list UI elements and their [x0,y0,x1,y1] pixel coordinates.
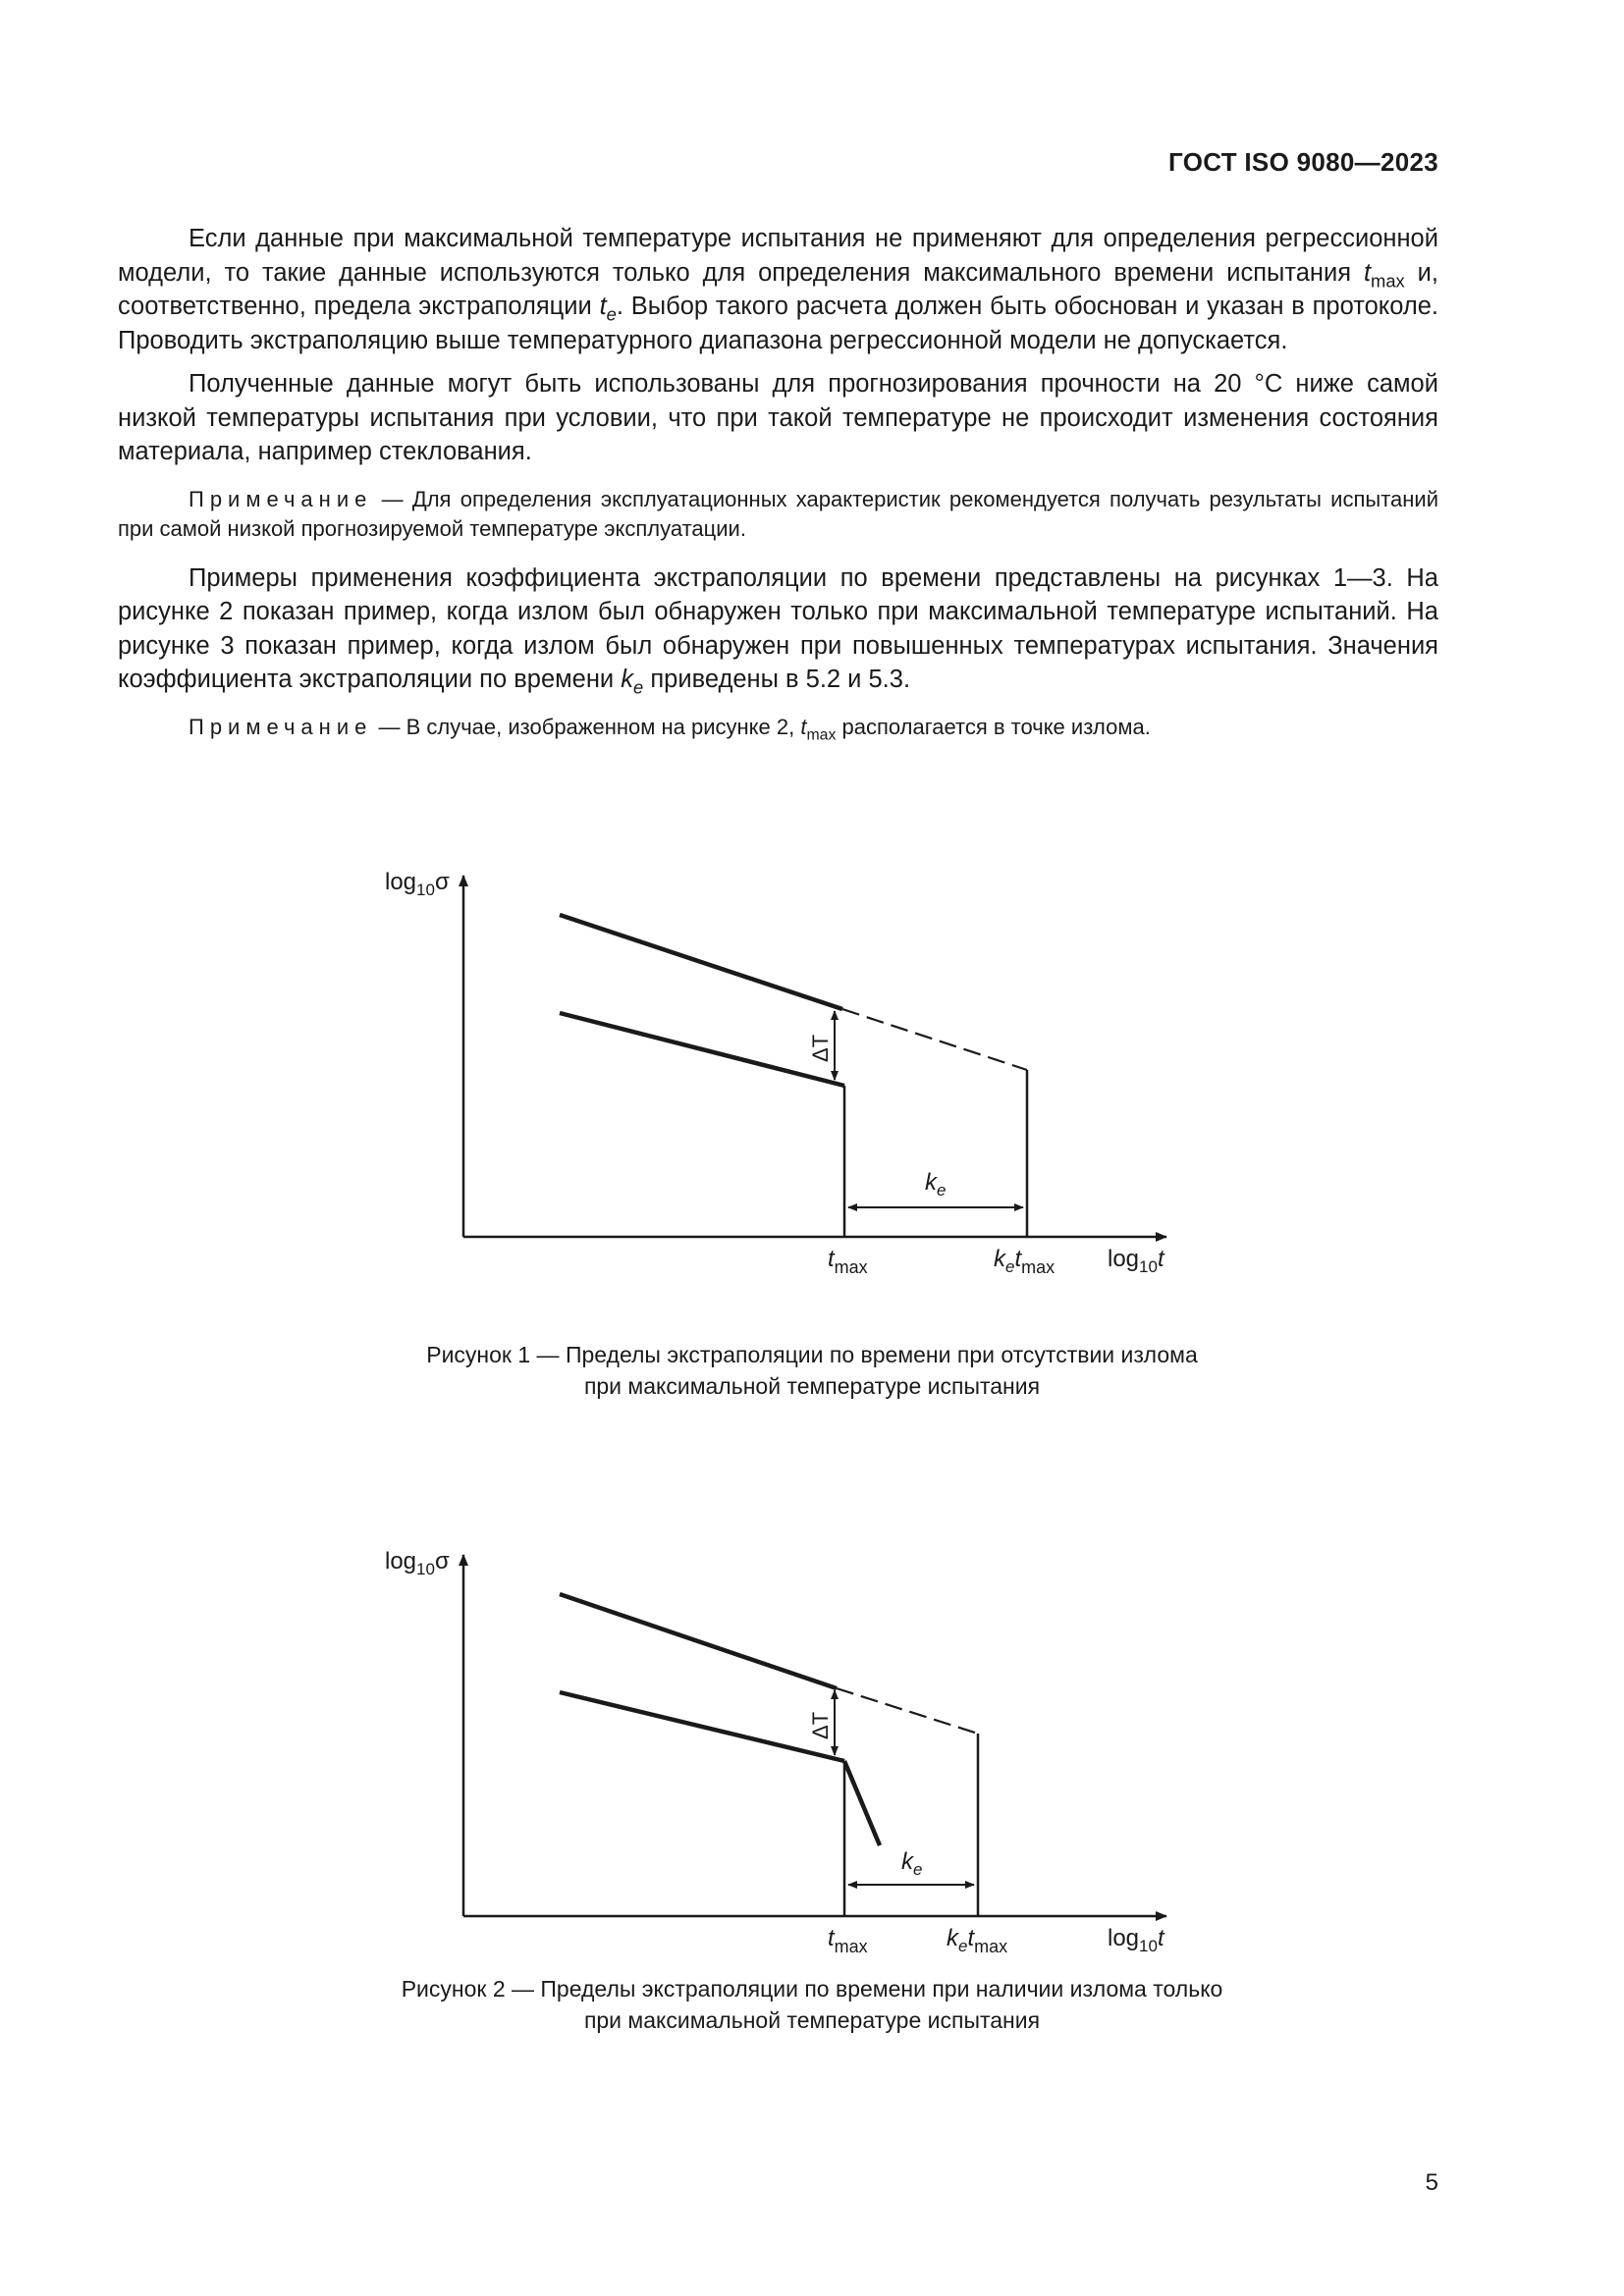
tmax-label: $t_{max}$ [828,1246,868,1277]
lower-regression-line [560,1013,844,1086]
figure-1 [0,854,1624,1399]
delta-t-label: ΔT [808,1711,833,1739]
y-axis-label: $\log_{10}\sigma$ [385,869,450,899]
ke-tmax-label: $k_et_{max}$ [994,1246,1056,1277]
paragraph-2: Полученные данные могут быть использованы для прогнозирования прочности на 20 °C ниже самой низкой температуры испытания при условии, что при такой температуре не происходит изменения состояния материала, например стеклования. [118,370,1438,465]
figure-2-caption: Рисунок 2 — Пределы экстраполяции по времени при наличии излома только при максимальной температуре испытания [401,1976,1223,2033]
document-header: ГОСТ ISO 9080—2023 [1168,147,1438,177]
figure-1-diagram [0,854,1624,1306]
x-axis-label: $\log_{10}t$ [1108,1246,1164,1276]
knee-line [844,1761,880,1845]
note-2: Примечание — В случае, изображенном на рисунке 2, $t_{max}$ располагается в точке излома. [189,714,1151,744]
page-number: 5 [1425,2169,1438,2196]
upper-extrapolation-dashed-line [842,1009,1027,1070]
figure-2 [0,1533,1624,2033]
y-axis-label: $\log_{10}\sigma$ [385,1548,450,1578]
paragraph-3: Примеры применения коэффициента экстраполяции по времени представлены на рисунках 1—3. На рисунке 2 показан пример, когда излом был обнаружен только при максимальной температуре испытаний. На рисунке 3 показан пример, когда излом был обнаружен при повышенных температурах испытания. Значения коэффициента экстраполяции по времени $k_e$ приведены в 5.2 и 5.3. [118,563,1438,698]
note-1: Примечание — Для определения эксплуатационных характеристик рекомендуется получать результаты испытаний при самой низкой прогнозируемой температуре эксплуатации. [118,486,1438,541]
upper-extrapolation-dashed-line [837,1688,978,1734]
ke-tmax-label: $k_et_{max}$ [947,1925,1008,1956]
figure-1-caption: Рисунок 1 — Пределы экстраполяции по времени при отсутствии излома при максимальной температуре испытания [426,1342,1198,1399]
figure-2-diagram [0,1533,1624,1985]
upper-regression-line [560,915,842,1009]
upper-regression-line [560,1594,837,1688]
x-axis-label: $\log_{10}t$ [1108,1925,1164,1955]
delta-t-label: ΔT [808,1034,833,1062]
ke-label: $k_e$ [901,1848,923,1879]
lower-regression-line [560,1692,844,1761]
tmax-label: $t_{max}$ [828,1925,868,1956]
ke-label: $k_e$ [925,1169,947,1200]
paragraph-1: Если данные при максимальной температуре испытания не применяют для определения регрессионной модели, то такие данные используются только для определения максимального времени испытания $t_{max}$ и, соответственно, предела экстраполяции $t_e$. Выбор такого расчета должен быть обоснован и указан в протоколе. Проводить экстраполяцию выше температурного диапазона регрессионной модели не допускается. [118,225,1438,354]
body-text [118,222,1438,760]
